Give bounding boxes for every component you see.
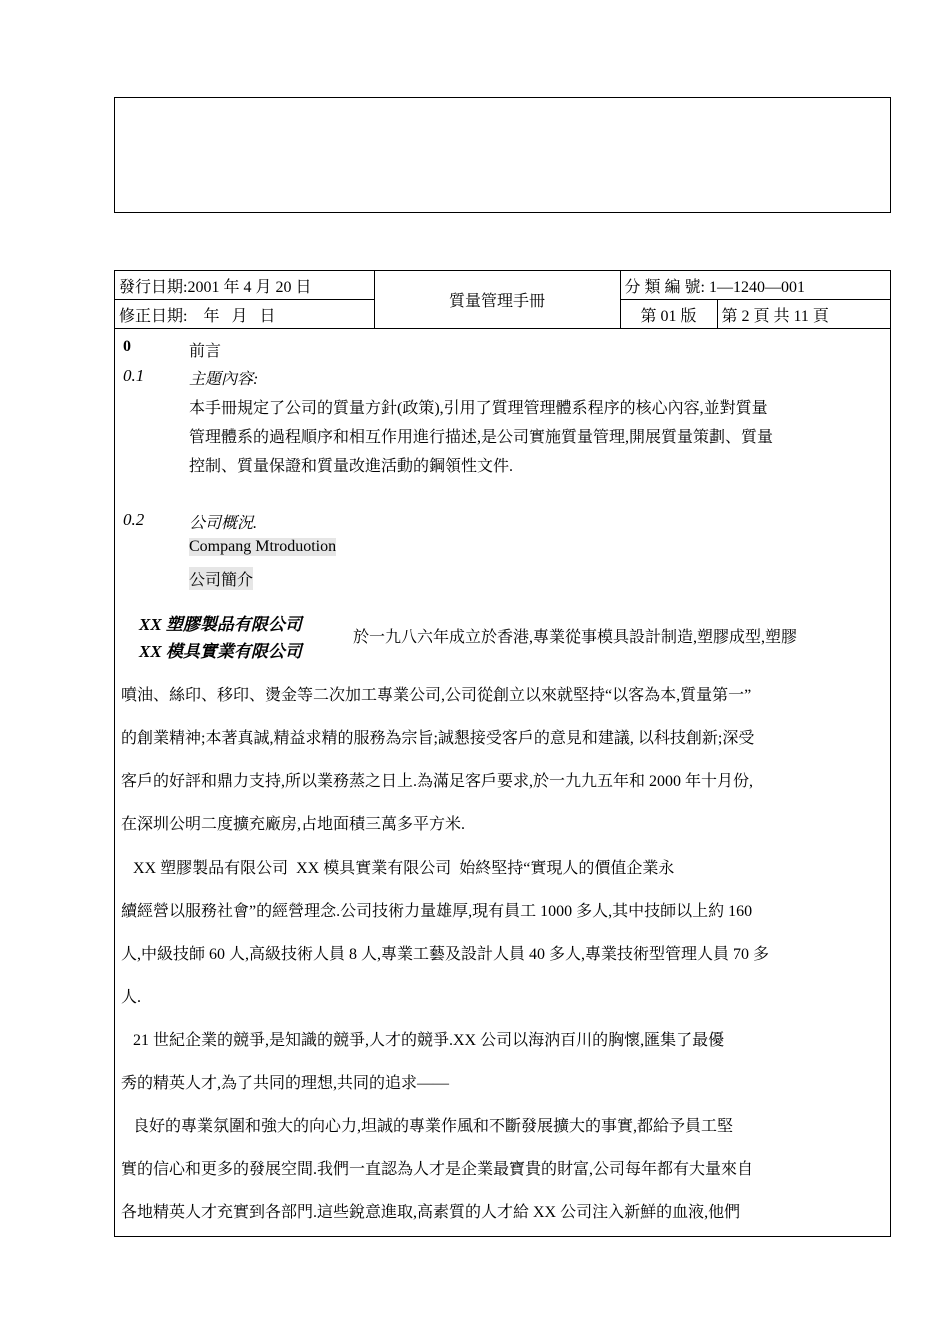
section-0-number: 0 xyxy=(123,338,131,355)
issue-date: 發行日期:2001 年 4 月 20 日 xyxy=(115,271,374,300)
body-line-6: 續經營以服務社會”的經營理念.公司技術力量雄厚,現有員工 1000 多人,其中技師以上約 160 xyxy=(121,903,753,920)
body-line-4: 在深圳公明二度擴充廠房,占地面積三萬多平方米. xyxy=(121,816,466,833)
body-line-2: 的創業精神;本著真誠,精益求精的服務為宗旨;誠懇接受客戶的意見和建議, 以科技創新;深受 xyxy=(121,730,755,747)
section-0-1-line-3: 控制、質量保證和質量改進活動的鋼領性文件. xyxy=(189,458,514,475)
version-number: 第 01 版 xyxy=(620,300,717,329)
top-blank-box xyxy=(114,97,891,213)
classification-number: 分 類 編 號: 1—1240—001 xyxy=(620,271,890,300)
section-0-2-title: 公司概況. xyxy=(189,515,258,532)
body-line-8: 人. xyxy=(121,989,142,1006)
section-0-2-number: 0.2 xyxy=(123,510,145,529)
company-name-2: XX 模具實業有限公司 xyxy=(139,642,302,661)
body-line-12: 實的信心和更多的發展空間.我們一直認為人才是企業最寶貴的財富,公司每年都有大量來自 xyxy=(121,1161,754,1178)
section-0-2-subtitle-zh: 公司簡介 xyxy=(189,567,253,590)
section-0-title: 前言 xyxy=(189,343,222,360)
body-line-1: 噴油、絲印、移印、燙金等二次加工專業公司,公司從創立以來就堅持“以客為本,質量第一” xyxy=(121,687,752,704)
body-line-10: 秀的精英人才,為了共同的理想,共同的追求—— xyxy=(121,1075,450,1092)
company-name-1: XX 塑膠製品有限公司 xyxy=(139,615,302,634)
body-line-13: 各地精英人才充實到各部門.這些銳意進取,高素質的人才給 XX 公司注入新鮮的血液,他們 xyxy=(121,1204,741,1221)
body-line-11: 良好的專業氛圍和強大的向心力,坦誠的專業作風和不斷發展擴大的事實,都給予員工堅 xyxy=(121,1118,734,1135)
document-header-table xyxy=(115,271,890,329)
body-line-9: 21 世紀企業的競爭,是知識的競爭,人才的競爭.XX 公司以海汭百川的胸懷,匯集了最優 xyxy=(121,1032,725,1049)
section-0-1-line-1: 本手冊規定了公司的質量方針(政策),引用了質理管理體系程序的核心內容,並對質量 xyxy=(189,400,768,417)
company-intro: 於一九八六年成立於香港,專業從事模具設計制造,塑膠成型,塑膠 xyxy=(353,629,798,646)
body-line-5: XX 塑膠製品有限公司 XX 模具實業有限公司 始終堅持“實現人的價值企業永 xyxy=(121,860,675,877)
section-0-1-title: 主題內容: xyxy=(189,371,259,388)
body-line-3: 客戶的好評和鼎力支持,所以業務蒸之日上.為滿足客戶要求,於一九九五年和 2000 年十月份, xyxy=(121,773,754,790)
section-0-1-number: 0.1 xyxy=(123,366,145,385)
page-info: 第 2 頁 共 11 頁 xyxy=(717,300,890,329)
document-frame xyxy=(114,270,891,1237)
section-0-2-subtitle-en: Compang Mtroduotion xyxy=(189,538,337,555)
section-0-1-line-2: 管理體系的過程順序和相互作用進行描述,是公司實施質量管理,開展質量策劃、質量 xyxy=(189,429,774,446)
revision-date: 修正日期: 年 月 日 xyxy=(115,300,374,329)
manual-title: 質量管理手冊 xyxy=(374,271,620,329)
body-line-7: 人,中級技師 60 人,高級技術人員 8 人,專業工藝及設計人員 40 多人,專業技術型管理人員 70 多 xyxy=(121,946,770,963)
